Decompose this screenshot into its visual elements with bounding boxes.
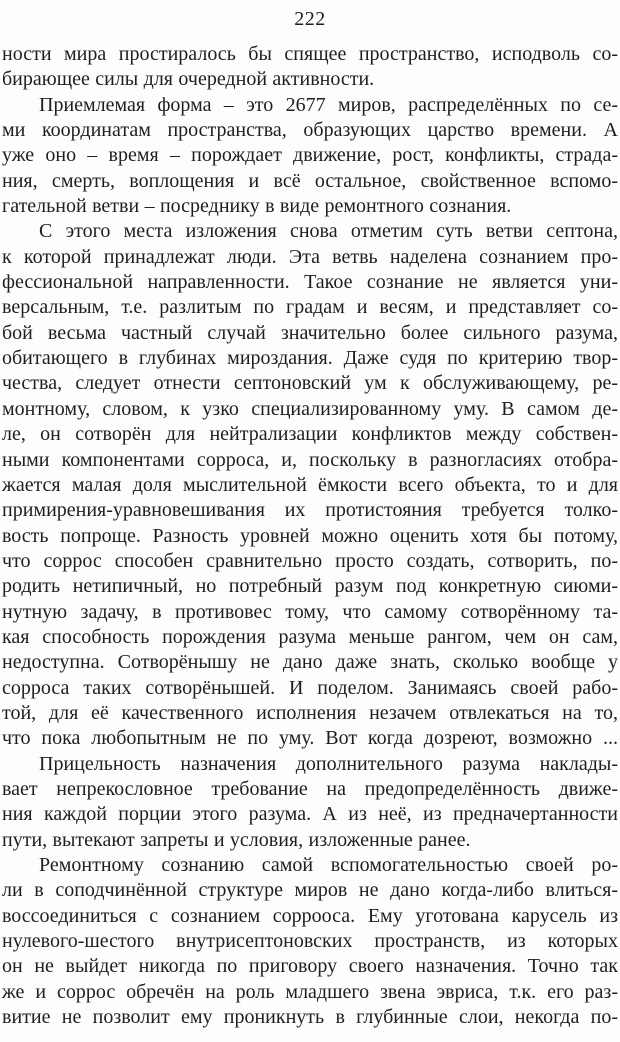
text-line: той, для её качественного исполнения незачем отвлекаться на то, bbox=[2, 701, 618, 724]
text-line: бой весьма частный случай значительно более сильного разума, bbox=[2, 321, 618, 344]
text-line: нулевого-шестого внутрисептоновских пространств, из которых bbox=[2, 930, 618, 953]
text-line: монтному, словом, к узко специализированному уму. В самом де- bbox=[2, 397, 618, 420]
paragraph bbox=[2, 219, 618, 751]
text-line: С этого места изложения снова отметим суть ветви септона, bbox=[39, 220, 618, 243]
text-line: что соррос способен сравнительно просто создать, сотворить, по- bbox=[2, 549, 618, 572]
text-line: ле, он сотворён для нейтрализации конфликтов между собствен- bbox=[2, 423, 618, 446]
text-line: бирающее силы для очередной активности. bbox=[2, 68, 375, 91]
text-line: сорроса таких сотворёнышей. И поделом. Занимаясь своей рабо- bbox=[2, 676, 618, 699]
paragraph bbox=[2, 42, 618, 93]
text-line: кая способность порождения разума меньше рангом, чем он сам, bbox=[2, 625, 618, 648]
text-line: уже оно – время – порождает движение, рост, конфликты, страда- bbox=[2, 144, 618, 167]
text-line: ли в соподчинённой структуре миров не дано когда-либо влиться- bbox=[2, 879, 618, 902]
text-line: ми координатам пространства, образующих царство времени. А bbox=[2, 119, 618, 142]
text-line: гательной ветви – посреднику в виде ремонтного сознания. bbox=[2, 195, 512, 218]
text-line: к которой принадлежат люди. Эта ветвь наделена сознанием про- bbox=[2, 245, 618, 268]
text-line: примирения-уравновешивания их протистояния требуется толко- bbox=[2, 499, 618, 522]
page-number: 222 bbox=[294, 8, 326, 30]
paragraph bbox=[2, 853, 618, 1030]
text-line: фессиональной направленности. Такое сознание не является уни- bbox=[2, 271, 618, 294]
text-line: же и соррос обречён на роль младшего звена эвриса, т.к. его раз- bbox=[2, 980, 618, 1003]
text-line: он не выйдет никогда по приговору своего назначения. Точно так bbox=[2, 955, 618, 978]
text-line: ния каждой порции этого разума. А из неё, из предначертанности bbox=[2, 803, 618, 826]
text-line: пути, вытекают запреты и условия, изложенные ранее. bbox=[2, 828, 471, 851]
text-line: Прицельность назначения дополнительного разума наклады- bbox=[39, 752, 618, 775]
text-line: Приемлемая форма – это 2677 миров, распределённых по се- bbox=[39, 93, 618, 116]
text-line: вость попроще. Разность уровней можно оценить хотя бы потому, bbox=[2, 524, 618, 547]
text-line: ными компонентами сорроса, и, поскольку в разногласиях отобра- bbox=[2, 448, 618, 471]
text-line: Ремонтному сознанию самой вспомогательностью своей ро- bbox=[39, 854, 618, 876]
text-line: ности мира простиралось бы спящее пространство, исподволь со- bbox=[2, 43, 618, 65]
text-line: чества, следует отнести септоновский ум к обслуживающему, ре- bbox=[2, 372, 618, 395]
page-text bbox=[0, 42, 620, 1030]
text-line: родить нетипичный, но потребный разум под конкретную сиюми- bbox=[2, 575, 618, 598]
text-line: что пока любопытным не по уму. Вот когда дозреют, возможно ... bbox=[2, 727, 618, 750]
text-line: версальным, т.е. разлитым по градам и весям, и представляет со- bbox=[2, 296, 618, 319]
text-line: нутную задачу, в противовес тому, что самому сотворённому та- bbox=[2, 600, 618, 623]
text-line: ния, смерть, воплощения и всё остальное, свойственное вспомо- bbox=[2, 169, 618, 192]
text-line: жается малая доля мыслительной ёмкости всего объекта, то и для bbox=[2, 473, 618, 496]
text-line: вает непрекословное требование на предопределённость движе- bbox=[2, 777, 618, 800]
text-line: воссоединиться с сознанием соррооса. Ему уготована карусель из bbox=[2, 904, 618, 927]
text-line: недоступна. Сотворёнышу не дано даже знать, сколько вообще у bbox=[2, 651, 618, 674]
paragraph bbox=[2, 752, 618, 853]
text-line: обитающего в глубинах мироздания. Даже судя по критерию твор- bbox=[2, 347, 618, 370]
text-line: витие не позволит ему проникнуть в глубинные слои, некогда по- bbox=[2, 1006, 618, 1029]
paragraph bbox=[2, 93, 618, 220]
